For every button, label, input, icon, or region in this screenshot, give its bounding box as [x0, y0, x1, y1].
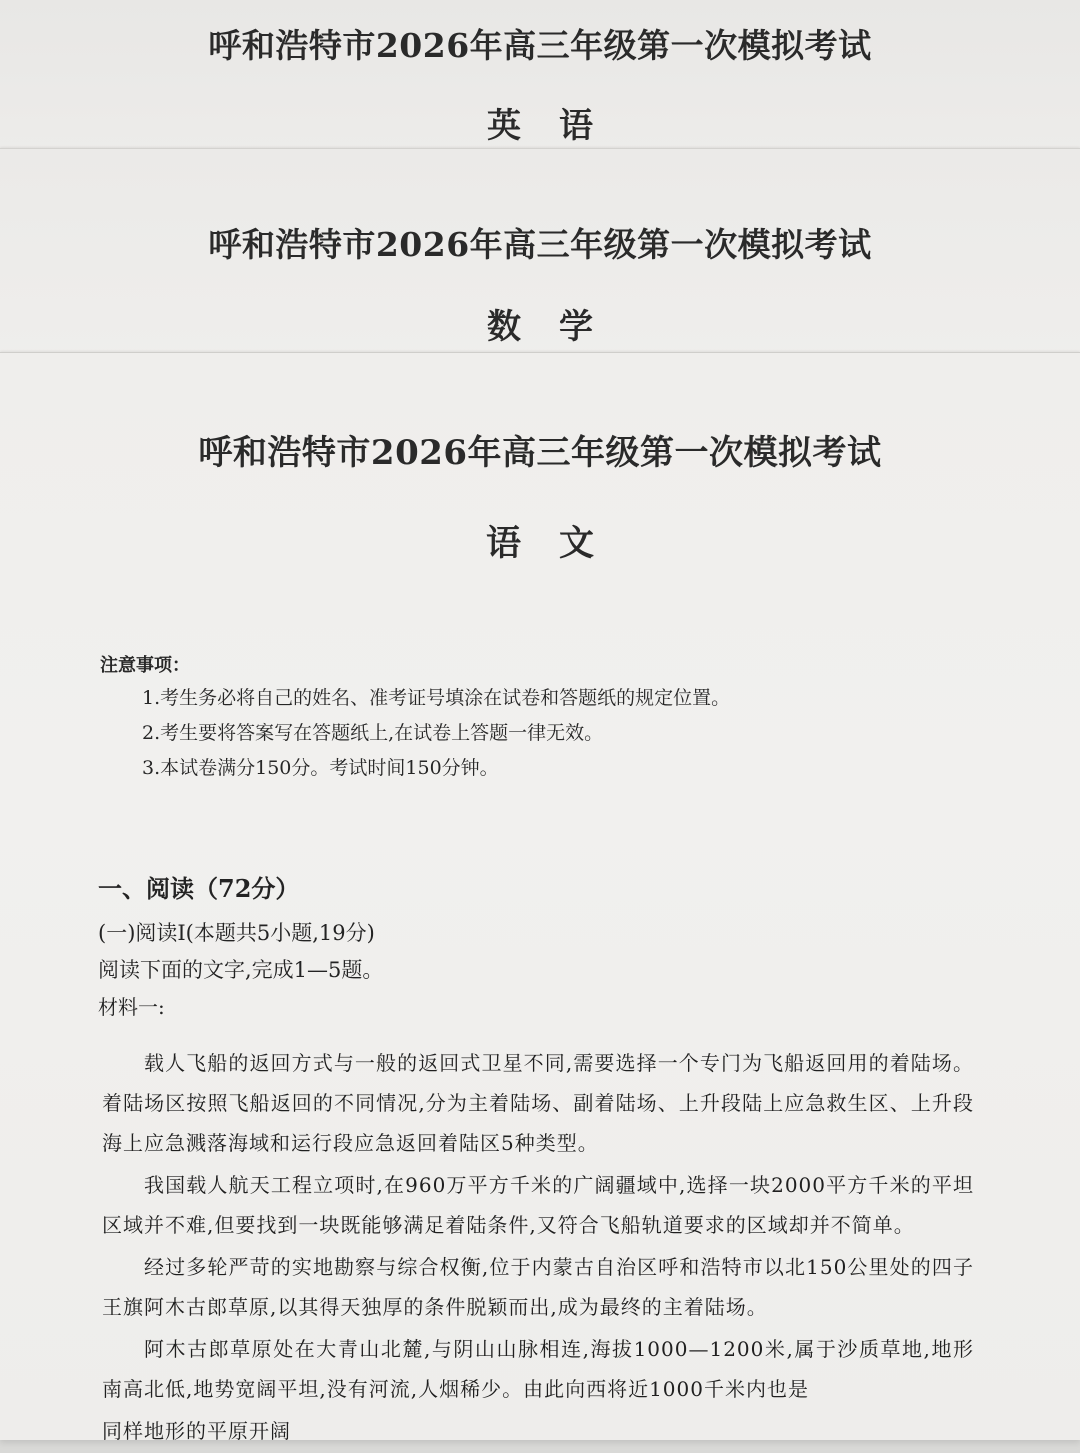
- english-sheet-title: 呼和浩特市2026年高三年级第一次模拟考试: [208, 26, 872, 65]
- chinese-sheet-subject: 语文: [485, 523, 632, 564]
- passage-cutoff-line: 同样地形的平原开阔: [102, 1419, 291, 1443]
- material-label: 材料一:: [98, 995, 165, 1019]
- exam-notice: [100, 651, 980, 786]
- section-instruction: 阅读下面的文字,完成1—5题。: [98, 958, 384, 982]
- section-heading: 一、阅读（72分）: [98, 874, 300, 903]
- passage-paragraph: 经过多轮严苛的实地勘察与综合权衡,位于内蒙古自治区呼和浩特市以北150公里处的四子王旗阿木古郎草原,以其得天独厚的条件脱颖而出,成为最终的主着陆场。: [102, 1255, 974, 1319]
- math-sheet-subject: 数学: [487, 307, 631, 347]
- math-sheet-title: 呼和浩特市2026年高三年级第一次模拟考试: [208, 225, 872, 264]
- section-subheading: (一)阅读Ⅰ(本题共5小题,19分): [98, 921, 375, 945]
- passage-paragraph: 我国载人航天工程立项时,在960万平方千米的广阔疆域中,选择一块2000平方千米的平坦区域并不难,但要找到一块既能够满足着陆条件,又符合飞船轨道要求的区域却并不简单。: [102, 1173, 974, 1237]
- chinese-exam-sheet: [0, 352, 1080, 1443]
- passage-paragraph: 载人飞船的返回方式与一般的返回式卫星不同,需要选择一个专门为飞船返回用的着陆场。着陆场区按照飞船返回的不同情况,分为主着陆场、副着陆场、上升段陆上应急救生区、上升段海上应急溅落海域和运行段应急返回着陆区5种类型。: [102, 1051, 974, 1155]
- english-sheet-subject: 英语: [487, 106, 631, 146]
- passage-paragraph: 阿木古郎草原处在大青山北麓,与阴山山脉相连,海拔1000—1200米,属于沙质草地,地形南高北低,地势宽阔平坦,没有河流,人烟稀少。由此向西将近1000千米内也是: [102, 1337, 974, 1401]
- notice-item: 3.本试卷满分150分。考试时间150分钟。: [142, 757, 499, 779]
- chinese-sheet-title: 呼和浩特市2026年高三年级第一次模拟考试: [198, 433, 882, 473]
- reading-section: [98, 869, 978, 1026]
- notice-item: 2.考生要将答案写在答题纸上,在试卷上答题一律无效。: [142, 722, 604, 744]
- notice-item: 1.考生务必将自己的姓名、准考证号填涂在试卷和答题纸的规定位置。: [142, 687, 731, 709]
- english-exam-sheet: [0, 0, 1080, 160]
- math-exam-sheet: [0, 148, 1080, 369]
- notice-heading: 注意事项：: [100, 655, 190, 676]
- reading-passage: [102, 1043, 974, 1453]
